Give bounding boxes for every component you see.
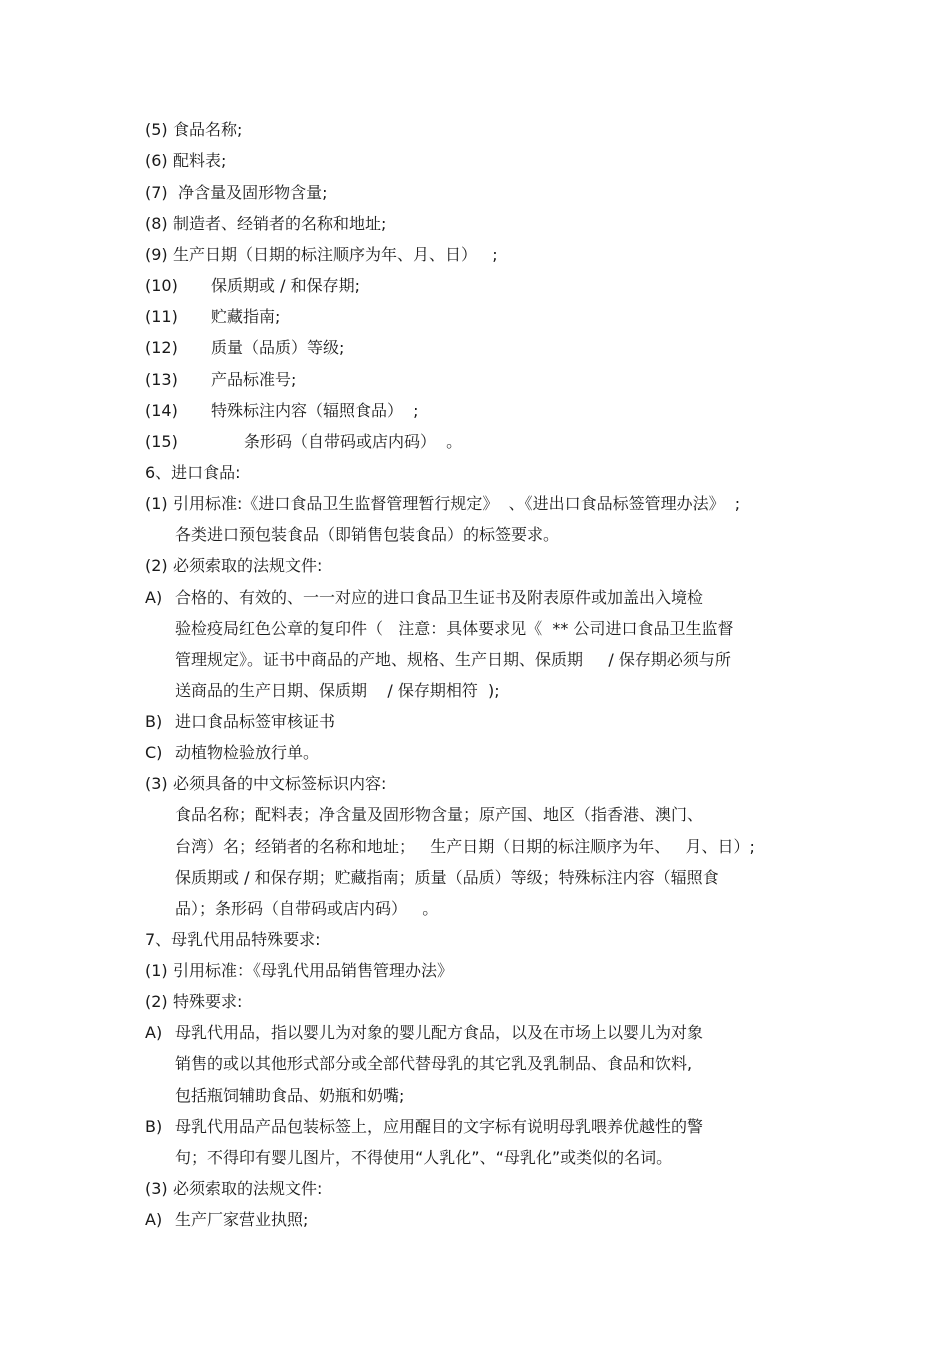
item-number: A) [145,1023,163,1042]
item-text: 食品名称; [173,120,243,139]
heading-text: 7、母乳代用品特殊要求: [145,930,321,949]
list-item [145,1209,308,1231]
item-number: A) [145,588,163,607]
continuation-line [175,618,734,640]
item-number: (8) [145,214,168,233]
section-heading [145,462,241,484]
item-text: 句；不得印有婴儿图片，不得使用“人乳化”、“母乳化”或类似的名词。 [175,1148,673,1167]
item-text: 必须索取的法规文件: [173,1179,323,1198]
item-text: 保质期或 / 和保存期；贮藏指南；质量（品质）等级；特殊标注内容（辐照食 [175,868,719,887]
item-number: (5) [145,120,168,139]
item-text: 进口食品标签审核证书 [175,712,336,731]
list-item [145,275,360,297]
item-number: (15) [145,432,178,451]
item-text: 品）；条形码（自带码或店内码） 。 [175,899,439,918]
continuation-line [175,898,438,920]
item-text: 产品标准号; [211,370,297,389]
list-item [145,119,242,141]
item-text: 母乳代用品产品包装标签上，应用醒目的文字标有说明母乳喂养优越性的警 [175,1117,704,1136]
list-item [145,150,226,172]
item-text: 合格的、有效的、一一对应的进口食品卫生证书及附表原件或加盖出入境检 [175,588,704,607]
item-text: 质量（品质）等级; [211,338,345,357]
list-item [145,337,344,359]
item-text: 生产厂家营业执照; [175,1210,309,1229]
item-number: (1) [145,494,168,513]
item-number: (2) [145,556,168,575]
item-number: (12) [145,338,178,357]
item-text: 食品名称；配料表；净含量及固形物含量；原产国、地区（指香港、澳门、 [175,805,704,824]
item-text: 包括瓶饲辅助食品、奶瓶和奶嘴; [175,1086,405,1105]
item-text: 制造者、经销者的名称和地址; [173,214,387,233]
item-text: 配料表; [173,151,227,170]
item-number: (3) [145,774,168,793]
item-number: B) [145,712,163,731]
item-text: 特殊要求: [173,992,243,1011]
list-item [145,306,280,328]
item-text: 生产日期（日期的标注顺序为年、月、日） ; [173,245,498,264]
item-text: 必须具备的中文标签标识内容: [173,774,387,793]
continuation-line [175,1053,692,1075]
list-item [145,1022,703,1044]
continuation-line [175,680,500,702]
list-item [145,400,419,422]
item-text: 台湾）名；经销者的名称和地址； 生产日期（日期的标注顺序为年、 月、日）; [175,837,755,856]
item-number: (6) [145,151,168,170]
item-text: 母乳代用品，指以婴儿为对象的婴儿配方食品，以及在市场上以婴儿为对象 [175,1023,704,1042]
continuation-line [175,867,719,889]
heading-text: 6、进口食品: [145,463,241,482]
item-text: 必须索取的法规文件: [173,556,323,575]
list-item [145,1178,322,1200]
item-number: (3) [145,1179,168,1198]
continuation-line [175,804,703,826]
item-text: 验检疫局红色公章的复印件（ 注意：具体要求见《 ** 公司进口食品卫生监督 [175,619,734,638]
item-text: 引用标准：《母乳代用品销售管理办法》 [173,961,454,980]
item-number: (2) [145,992,168,1011]
list-item [145,555,322,577]
section-heading [145,929,321,951]
item-text: 特殊标注内容（辐照食品） ; [211,401,419,420]
item-number: (9) [145,245,168,264]
item-number: (11) [145,307,178,326]
continuation-line [175,1085,404,1107]
list-item [145,244,498,266]
item-text: 保质期或 / 和保存期; [211,276,360,295]
list-item [145,213,386,235]
item-number: (1) [145,961,168,980]
list-item [145,369,296,391]
item-text: 净含量及固形物含量; [173,183,328,202]
continuation-line [175,836,755,858]
list-item [145,742,319,764]
item-number: C) [145,743,163,762]
item-text: 管理规定》。证书中商品的产地、规格、生产日期、保质期 / 保存期必须与所 [175,650,731,669]
list-item [145,431,462,453]
item-text: 送商品的生产日期、保质期 / 保存期相符 ); [175,681,500,700]
continuation-line [175,649,731,671]
item-number: (7) [145,183,168,202]
list-item [145,960,453,982]
item-number: (10) [145,276,178,295]
item-number: (14) [145,401,178,420]
list-item [145,773,386,795]
item-number: A) [145,1210,163,1229]
item-text: 动植物检验放行单。 [175,743,320,762]
list-item [145,493,740,515]
item-number: (13) [145,370,178,389]
item-text: 销售的或以其他形式部分或全部代替母乳的其它乳及乳制品、食品和饮料, [175,1054,693,1073]
list-item [145,991,242,1013]
item-number: B) [145,1117,163,1136]
list-item [145,182,327,204]
list-item [145,711,335,733]
item-text: 引用标准:《进口食品卫生监督管理暂行规定》 、《进出口食品标签管理办法》 ; [173,494,741,513]
continuation-line [175,524,559,546]
item-text: 条形码（自带码或店内码） 。 [244,432,463,451]
list-item [145,1116,703,1138]
list-item [145,587,703,609]
continuation-line [175,1147,672,1169]
item-text: 各类进口预包装食品（即销售包装食品）的标签要求。 [175,525,560,544]
item-text: 贮藏指南; [211,307,281,326]
